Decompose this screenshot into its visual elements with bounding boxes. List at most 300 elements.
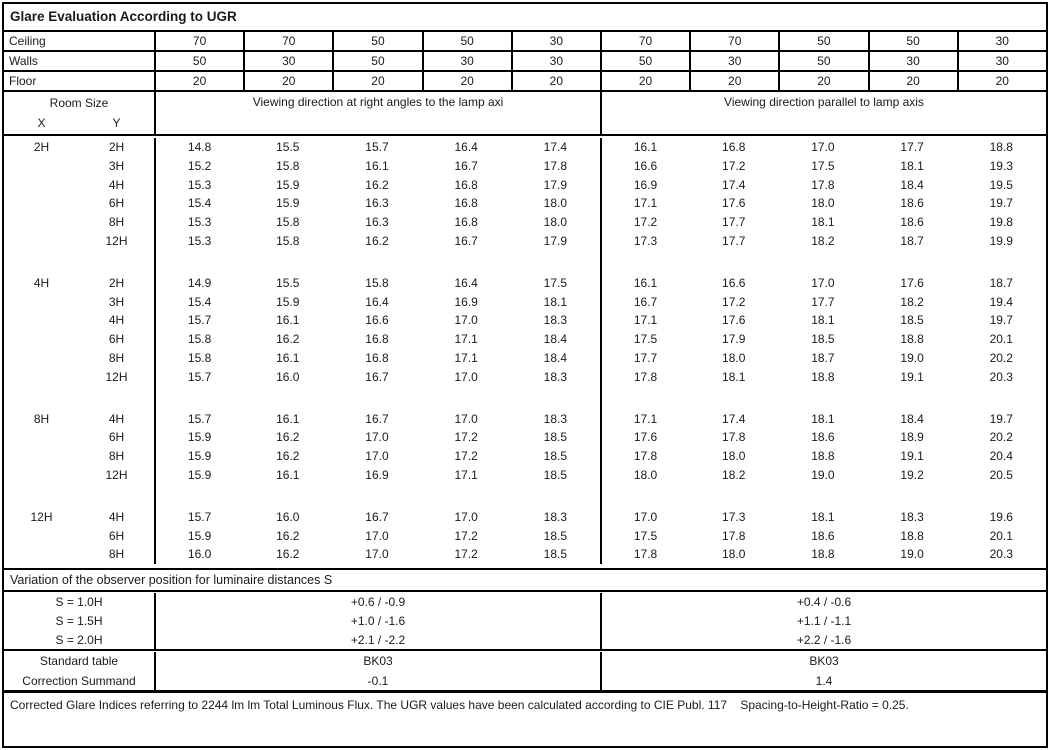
ugr-value-cell: 16.2 <box>276 332 300 347</box>
ugr-value-cell: 17.1 <box>454 332 478 347</box>
room-x-cell <box>4 466 79 485</box>
ugr-value-cell: 15.8 <box>276 233 300 248</box>
ugr-value-cell: 16.8 <box>365 332 389 347</box>
ugr-value-cell: 18.1 <box>811 411 835 426</box>
ugr-row <box>4 232 1046 251</box>
ugr-value-cell: 18.2 <box>900 294 924 309</box>
ugr-value-cell: 20.4 <box>989 449 1013 464</box>
variation-parallel-value: +2.2 / -1.6 <box>600 631 1046 650</box>
ugr-value-cell: 17.8 <box>811 177 835 192</box>
ugr-value-cell: 17.1 <box>600 410 689 429</box>
room-y-cell: 4H <box>108 509 125 524</box>
ugr-value-cell: 16.6 <box>722 275 746 290</box>
room-y-cell: 12H <box>105 467 128 482</box>
ugr-value-cell: 17.0 <box>365 528 389 543</box>
ugr-value-cell: 15.4 <box>154 194 243 213</box>
ugr-value-cell: 16.8 <box>454 215 478 230</box>
surface-value-cell: 50 <box>600 52 689 70</box>
group-label-right-angles: Viewing direction at right angles to the lamp axi <box>154 92 600 134</box>
ugr-value-cell: 18.5 <box>543 430 568 445</box>
ugr-value-cell: 16.1 <box>365 158 389 173</box>
ugr-value-cell: 15.3 <box>154 213 243 232</box>
ugr-value-cell: 15.9 <box>154 447 243 466</box>
ugr-value-cell: 16.1 <box>600 138 689 157</box>
ugr-value-cell: 16.3 <box>365 196 389 211</box>
ugr-value-cell: 17.8 <box>722 430 746 445</box>
surface-value-cell: 20 <box>243 72 332 90</box>
variation-row <box>4 631 1046 650</box>
ugr-row <box>4 428 1046 447</box>
variation-row <box>4 593 1046 612</box>
ugr-value-cell: 17.2 <box>454 528 478 543</box>
variation-distance-label: S = 2.0H <box>55 632 103 647</box>
surface-value-cell: 70 <box>600 32 689 50</box>
ugr-values-body <box>4 136 1046 570</box>
variation-right-angle-value: +0.6 / -0.9 <box>154 593 600 612</box>
ugr-value-cell: 18.5 <box>543 449 568 464</box>
ugr-value-cell: 16.7 <box>365 369 389 384</box>
summary-parallel-value: BK03 <box>600 652 1046 672</box>
ugr-value-cell: 16.2 <box>365 233 389 248</box>
ugr-value-cell: 19.4 <box>989 294 1013 309</box>
ugr-row <box>4 466 1046 485</box>
ugr-value-cell: 19.0 <box>900 547 924 562</box>
ugr-value-cell: 17.0 <box>365 449 389 464</box>
ugr-value-cell: 20.3 <box>989 369 1013 384</box>
ugr-value-cell: 17.1 <box>454 350 478 365</box>
ugr-value-cell: 16.0 <box>276 369 300 384</box>
room-x-cell <box>4 293 79 312</box>
room-y-cell: 2H <box>108 140 125 154</box>
ugr-value-cell: 18.0 <box>600 466 689 485</box>
surface-value-cell: 50 <box>868 32 957 50</box>
group-label-parallel: Viewing direction parallel to lamp axis <box>600 92 1046 134</box>
surface-value-cell: 20 <box>511 72 600 90</box>
ugr-value-cell: 19.8 <box>989 215 1013 230</box>
variation-distance-label: S = 1.5H <box>55 613 103 628</box>
ugr-value-cell: 17.4 <box>722 177 746 192</box>
ugr-value-cell: 16.4 <box>454 275 478 290</box>
ugr-value-cell: 17.8 <box>722 528 746 543</box>
ugr-value-cell: 17.0 <box>600 508 689 527</box>
ugr-row <box>4 194 1046 213</box>
ugr-value-cell: 18.1 <box>900 158 924 173</box>
surface-value-cell: 30 <box>243 52 332 70</box>
summary-row <box>4 672 1046 692</box>
ugr-value-cell: 17.0 <box>454 411 478 426</box>
ugr-value-cell: 19.7 <box>989 196 1013 211</box>
ugr-value-cell: 15.8 <box>154 330 243 349</box>
room-y-cell: 4H <box>108 313 125 328</box>
ugr-value-cell: 16.7 <box>365 509 389 524</box>
surface-value-cell: 30 <box>511 32 600 50</box>
ugr-value-cell: 18.1 <box>811 215 835 230</box>
ugr-value-cell: 20.1 <box>989 528 1013 543</box>
room-y-cell: 2H <box>108 275 125 290</box>
room-y-cell: 8H <box>108 350 125 365</box>
ugr-value-cell: 18.4 <box>900 411 924 426</box>
ugr-value-cell: 18.0 <box>722 449 746 464</box>
ugr-value-cell: 18.1 <box>811 313 835 328</box>
surface-row <box>4 72 1046 92</box>
room-x-cell <box>4 545 79 564</box>
ugr-value-cell: 18.0 <box>811 196 835 211</box>
summary-parallel-value: 1.4 <box>600 672 1046 692</box>
ugr-value-cell: 15.7 <box>154 311 243 330</box>
surface-row <box>4 52 1046 72</box>
ugr-value-cell: 16.1 <box>600 274 689 293</box>
ugr-value-cell: 19.1 <box>900 369 924 384</box>
ugr-value-cell: 18.1 <box>543 294 568 309</box>
ugr-value-cell: 16.8 <box>722 140 746 154</box>
room-x-cell <box>4 349 79 368</box>
ugr-value-cell: 19.7 <box>989 313 1013 328</box>
ugr-value-cell: 16.2 <box>276 547 300 562</box>
ugr-value-cell: 17.2 <box>600 213 689 232</box>
room-y-cell: 8H <box>108 449 125 464</box>
variation-parallel-value: +0.4 / -0.6 <box>600 593 1046 612</box>
ugr-value-cell: 14.8 <box>154 138 243 157</box>
room-x-cell: 2H <box>33 140 50 154</box>
room-x-cell <box>4 232 79 251</box>
surface-value-cell: 50 <box>422 32 511 50</box>
surface-value-cell: 70 <box>154 32 243 50</box>
ugr-value-cell: 19.3 <box>989 158 1013 173</box>
ugr-row <box>4 176 1046 195</box>
gap-group2-cell <box>600 251 1046 274</box>
ugr-value-cell: 17.0 <box>365 430 389 445</box>
room-y-cell: 3H <box>108 158 125 173</box>
ugr-value-cell: 17.1 <box>600 194 689 213</box>
ugr-value-cell: 16.9 <box>365 467 389 482</box>
ugr-value-cell: 18.3 <box>543 509 568 524</box>
ugr-value-cell: 18.0 <box>543 196 568 211</box>
room-size-xy-labels <box>4 114 154 134</box>
ugr-value-cell: 15.5 <box>276 140 300 154</box>
ugr-value-cell: 16.4 <box>454 140 478 154</box>
block-gap-row <box>4 387 1046 410</box>
ugr-value-cell: 18.7 <box>900 233 924 248</box>
ugr-value-cell: 20.2 <box>989 430 1013 445</box>
ugr-value-cell: 19.1 <box>900 449 924 464</box>
ugr-value-cell: 17.2 <box>722 158 746 173</box>
ugr-value-cell: 17.7 <box>600 349 689 368</box>
ugr-value-cell: 16.8 <box>454 177 478 192</box>
ugr-value-cell: 17.6 <box>722 313 746 328</box>
surface-row-label: Floor <box>9 74 37 88</box>
ugr-value-cell: 19.0 <box>811 467 835 482</box>
ugr-row <box>4 410 1046 429</box>
ugr-value-cell: 17.5 <box>600 527 689 546</box>
surface-value-cell: 50 <box>332 32 421 50</box>
ugr-value-cell: 18.5 <box>811 332 835 347</box>
ugr-value-cell: 18.5 <box>543 467 568 482</box>
ugr-value-cell: 20.1 <box>989 332 1013 347</box>
ugr-value-cell: 16.4 <box>365 294 389 309</box>
variation-row <box>4 612 1046 631</box>
ugr-value-cell: 17.1 <box>454 467 478 482</box>
ugr-value-cell: 15.8 <box>276 215 300 230</box>
surface-value-cell: 20 <box>778 72 867 90</box>
ugr-value-cell: 18.8 <box>900 332 924 347</box>
gap-label-cell <box>4 485 154 508</box>
ugr-value-cell: 18.5 <box>900 313 924 328</box>
ugr-value-cell: 17.0 <box>454 369 478 384</box>
summary-row <box>4 652 1046 672</box>
gap-group1-cell <box>154 251 600 274</box>
room-y-cell: 6H <box>108 332 125 347</box>
summary-label: Correction Summand <box>22 673 136 688</box>
ugr-value-cell: 17.6 <box>900 275 924 290</box>
ugr-row <box>4 274 1046 293</box>
ugr-value-cell: 16.7 <box>454 158 478 173</box>
ugr-value-cell: 18.3 <box>543 369 568 384</box>
ugr-value-cell: 15.8 <box>276 158 300 173</box>
ugr-value-cell: 15.7 <box>154 368 243 387</box>
ugr-value-cell: 14.9 <box>154 274 243 293</box>
ugr-value-cell: 17.8 <box>600 545 689 564</box>
gap-group1-cell <box>154 387 600 410</box>
ugr-value-cell: 16.2 <box>276 528 300 543</box>
ugr-value-cell: 15.3 <box>154 232 243 251</box>
surface-value-cell: 30 <box>422 52 511 70</box>
ugr-value-cell: 16.1 <box>276 350 300 365</box>
ugr-value-cell: 16.8 <box>454 196 478 211</box>
ugr-value-cell: 15.9 <box>154 428 243 447</box>
ugr-value-cell: 17.4 <box>722 411 746 426</box>
ugr-value-cell: 18.6 <box>811 528 835 543</box>
surface-value-cell: 30 <box>868 52 957 70</box>
ugr-value-cell: 20.5 <box>989 467 1013 482</box>
ugr-value-cell: 18.2 <box>811 233 835 248</box>
ugr-value-cell: 16.1 <box>276 411 300 426</box>
ugr-value-cell: 16.7 <box>365 411 389 426</box>
ugr-value-cell: 15.5 <box>276 275 300 290</box>
room-x-cell <box>4 428 79 447</box>
ugr-value-cell: 17.1 <box>600 311 689 330</box>
surface-value-cell: 50 <box>778 52 867 70</box>
ugr-value-cell: 17.0 <box>811 275 835 290</box>
room-x-cell <box>4 330 79 349</box>
ugr-value-cell: 17.0 <box>454 509 478 524</box>
observer-variation-rows <box>4 592 1046 651</box>
ugr-value-cell: 18.0 <box>722 547 746 562</box>
ugr-value-cell: 15.2 <box>154 157 243 176</box>
surface-value-cell: 50 <box>332 52 421 70</box>
ugr-value-cell: 16.0 <box>276 509 300 524</box>
ugr-value-cell: 17.2 <box>454 430 478 445</box>
ugr-value-cell: 18.3 <box>900 509 924 524</box>
ugr-value-cell: 17.0 <box>811 140 835 154</box>
surface-value-cell: 30 <box>689 52 778 70</box>
ugr-value-cell: 17.9 <box>543 233 568 248</box>
ugr-value-cell: 16.2 <box>276 449 300 464</box>
room-x-cell: 12H <box>30 509 53 524</box>
ugr-value-cell: 16.8 <box>365 350 389 365</box>
ugr-value-cell: 16.3 <box>365 215 389 230</box>
summary-right-angle-value: BK03 <box>154 652 600 672</box>
ugr-value-cell: 17.7 <box>900 140 924 154</box>
room-x-cell <box>4 176 79 195</box>
ugr-value-cell: 18.4 <box>900 177 924 192</box>
ugr-value-cell: 17.3 <box>722 509 746 524</box>
ugr-value-cell: 18.6 <box>900 196 924 211</box>
ugr-value-cell: 18.8 <box>811 449 835 464</box>
ugr-row <box>4 508 1046 527</box>
ugr-row <box>4 157 1046 176</box>
ugr-value-cell: 18.8 <box>811 547 835 562</box>
ugr-value-cell: 15.7 <box>365 140 389 154</box>
ugr-table-sheet <box>2 2 1048 748</box>
summary-right-angle-value: -0.1 <box>154 672 600 692</box>
ugr-value-cell: 17.0 <box>365 547 389 562</box>
ugr-row <box>4 213 1046 232</box>
surface-value-cell: 20 <box>332 72 421 90</box>
ugr-value-cell: 19.7 <box>989 411 1013 426</box>
surface-row-label: Walls <box>9 54 38 68</box>
ugr-row <box>4 545 1046 564</box>
ugr-value-cell: 17.3 <box>600 232 689 251</box>
variation-distance-label: S = 1.0H <box>55 595 103 609</box>
ugr-value-cell: 18.8 <box>989 140 1013 154</box>
ugr-value-cell: 18.4 <box>543 350 568 365</box>
room-x-cell <box>4 368 79 387</box>
ugr-value-cell: 17.6 <box>722 196 746 211</box>
page-title: Glare Evaluation According to UGR <box>4 4 1046 32</box>
ugr-value-cell: 17.7 <box>811 294 835 309</box>
ugr-row <box>4 311 1046 330</box>
block-gap-row <box>4 485 1046 508</box>
ugr-value-cell: 19.0 <box>900 350 924 365</box>
ugr-value-cell: 15.9 <box>154 466 243 485</box>
surface-value-cell: 30 <box>957 32 1046 50</box>
surface-reflectance-rows <box>4 32 1046 92</box>
ugr-value-cell: 20.3 <box>989 547 1013 562</box>
ugr-value-cell: 17.8 <box>600 447 689 466</box>
ugr-value-cell: 18.0 <box>543 215 568 230</box>
ugr-value-cell: 17.2 <box>454 547 478 562</box>
surface-value-cell: 30 <box>957 52 1046 70</box>
room-y-cell: 8H <box>108 215 125 230</box>
gap-group2-cell <box>600 485 1046 508</box>
ugr-value-cell: 18.3 <box>543 313 568 328</box>
ugr-value-cell: 18.8 <box>811 369 835 384</box>
ugr-value-cell: 17.4 <box>543 140 568 154</box>
room-x-cell <box>4 527 79 546</box>
ugr-value-cell: 18.5 <box>543 528 568 543</box>
ugr-value-cell: 17.8 <box>543 158 568 173</box>
ugr-value-cell: 15.4 <box>154 293 243 312</box>
ugr-value-cell: 17.5 <box>811 158 835 173</box>
ugr-value-cell: 18.0 <box>722 350 746 365</box>
room-x-cell <box>4 194 79 213</box>
ugr-value-cell: 16.9 <box>454 294 478 309</box>
room-x-cell <box>4 447 79 466</box>
surface-value-cell: 50 <box>154 52 243 70</box>
surface-value-cell: 70 <box>243 32 332 50</box>
ugr-value-cell: 15.8 <box>154 349 243 368</box>
room-size-header <box>4 92 154 134</box>
ugr-value-cell: 18.3 <box>543 411 568 426</box>
gap-group2-cell <box>600 387 1046 410</box>
surface-value-cell: 20 <box>689 72 778 90</box>
ugr-value-cell: 17.7 <box>722 233 746 248</box>
ugr-value-cell: 18.6 <box>900 215 924 230</box>
ugr-value-cell: 16.6 <box>600 157 689 176</box>
surface-value-cell: 20 <box>600 72 689 90</box>
ugr-value-cell: 17.5 <box>543 275 568 290</box>
variation-right-angle-value: +2.1 / -2.2 <box>154 631 600 650</box>
ugr-value-cell: 19.6 <box>989 509 1013 524</box>
ugr-value-cell: 18.8 <box>900 528 924 543</box>
variation-right-angle-value: +1.0 / -1.6 <box>154 612 600 631</box>
ugr-value-cell: 20.2 <box>989 350 1013 365</box>
surface-value-cell: 20 <box>957 72 1046 90</box>
room-y-cell: 6H <box>108 196 125 211</box>
ugr-value-cell: 18.7 <box>989 275 1013 290</box>
room-y-cell: 3H <box>108 294 125 309</box>
room-x-cell <box>4 157 79 176</box>
ugr-value-cell: 18.6 <box>811 430 835 445</box>
ugr-value-cell: 17.5 <box>600 330 689 349</box>
ugr-value-cell: 19.2 <box>900 467 924 482</box>
room-x-cell <box>4 311 79 330</box>
ugr-value-cell: 16.1 <box>276 313 300 328</box>
gap-group1-cell <box>154 485 600 508</box>
room-y-cell: 4H <box>108 411 125 426</box>
ugr-value-cell: 16.7 <box>454 233 478 248</box>
variation-heading: Variation of the observer position for luminaire distances S <box>4 570 1046 592</box>
surface-value-cell: 20 <box>154 72 243 90</box>
room-x-cell: 4H <box>33 275 50 290</box>
room-x-cell: 8H <box>33 411 50 426</box>
ugr-value-cell: 16.1 <box>276 467 300 482</box>
ugr-value-cell: 15.9 <box>276 196 300 211</box>
surface-value-cell: 20 <box>422 72 511 90</box>
ugr-value-cell: 16.6 <box>365 313 389 328</box>
surface-value-cell: 20 <box>868 72 957 90</box>
ugr-value-cell: 16.7 <box>600 293 689 312</box>
room-size-label: Room Size <box>49 96 109 110</box>
ugr-value-cell: 16.2 <box>276 430 300 445</box>
ugr-value-cell: 17.2 <box>722 294 746 309</box>
ugr-value-cell: 17.9 <box>543 177 568 192</box>
ugr-value-cell: 17.2 <box>454 449 478 464</box>
ugr-value-cell: 15.9 <box>276 177 300 192</box>
room-y-cell: 8H <box>108 547 125 562</box>
summary-label: Standard table <box>39 654 119 668</box>
ugr-value-cell: 16.9 <box>600 176 689 195</box>
ugr-row <box>4 447 1046 466</box>
ugr-value-cell: 16.0 <box>154 545 243 564</box>
ugr-row <box>4 368 1046 387</box>
surface-row <box>4 32 1046 52</box>
ugr-value-cell: 19.9 <box>989 233 1013 248</box>
room-x-cell <box>4 213 79 232</box>
ugr-value-cell: 17.0 <box>454 313 478 328</box>
y-axis-label: Y <box>112 116 121 130</box>
room-y-cell: 4H <box>108 177 125 192</box>
block-gap-row <box>4 251 1046 274</box>
ugr-value-cell: 18.5 <box>543 547 568 562</box>
surface-value-cell: 70 <box>689 32 778 50</box>
standard-table-rows <box>4 651 1046 693</box>
ugr-value-cell: 15.7 <box>154 410 243 429</box>
room-y-cell: 6H <box>108 430 125 445</box>
direction-header-row <box>4 92 1046 136</box>
ugr-row <box>4 349 1046 368</box>
ugr-value-cell: 17.8 <box>600 368 689 387</box>
